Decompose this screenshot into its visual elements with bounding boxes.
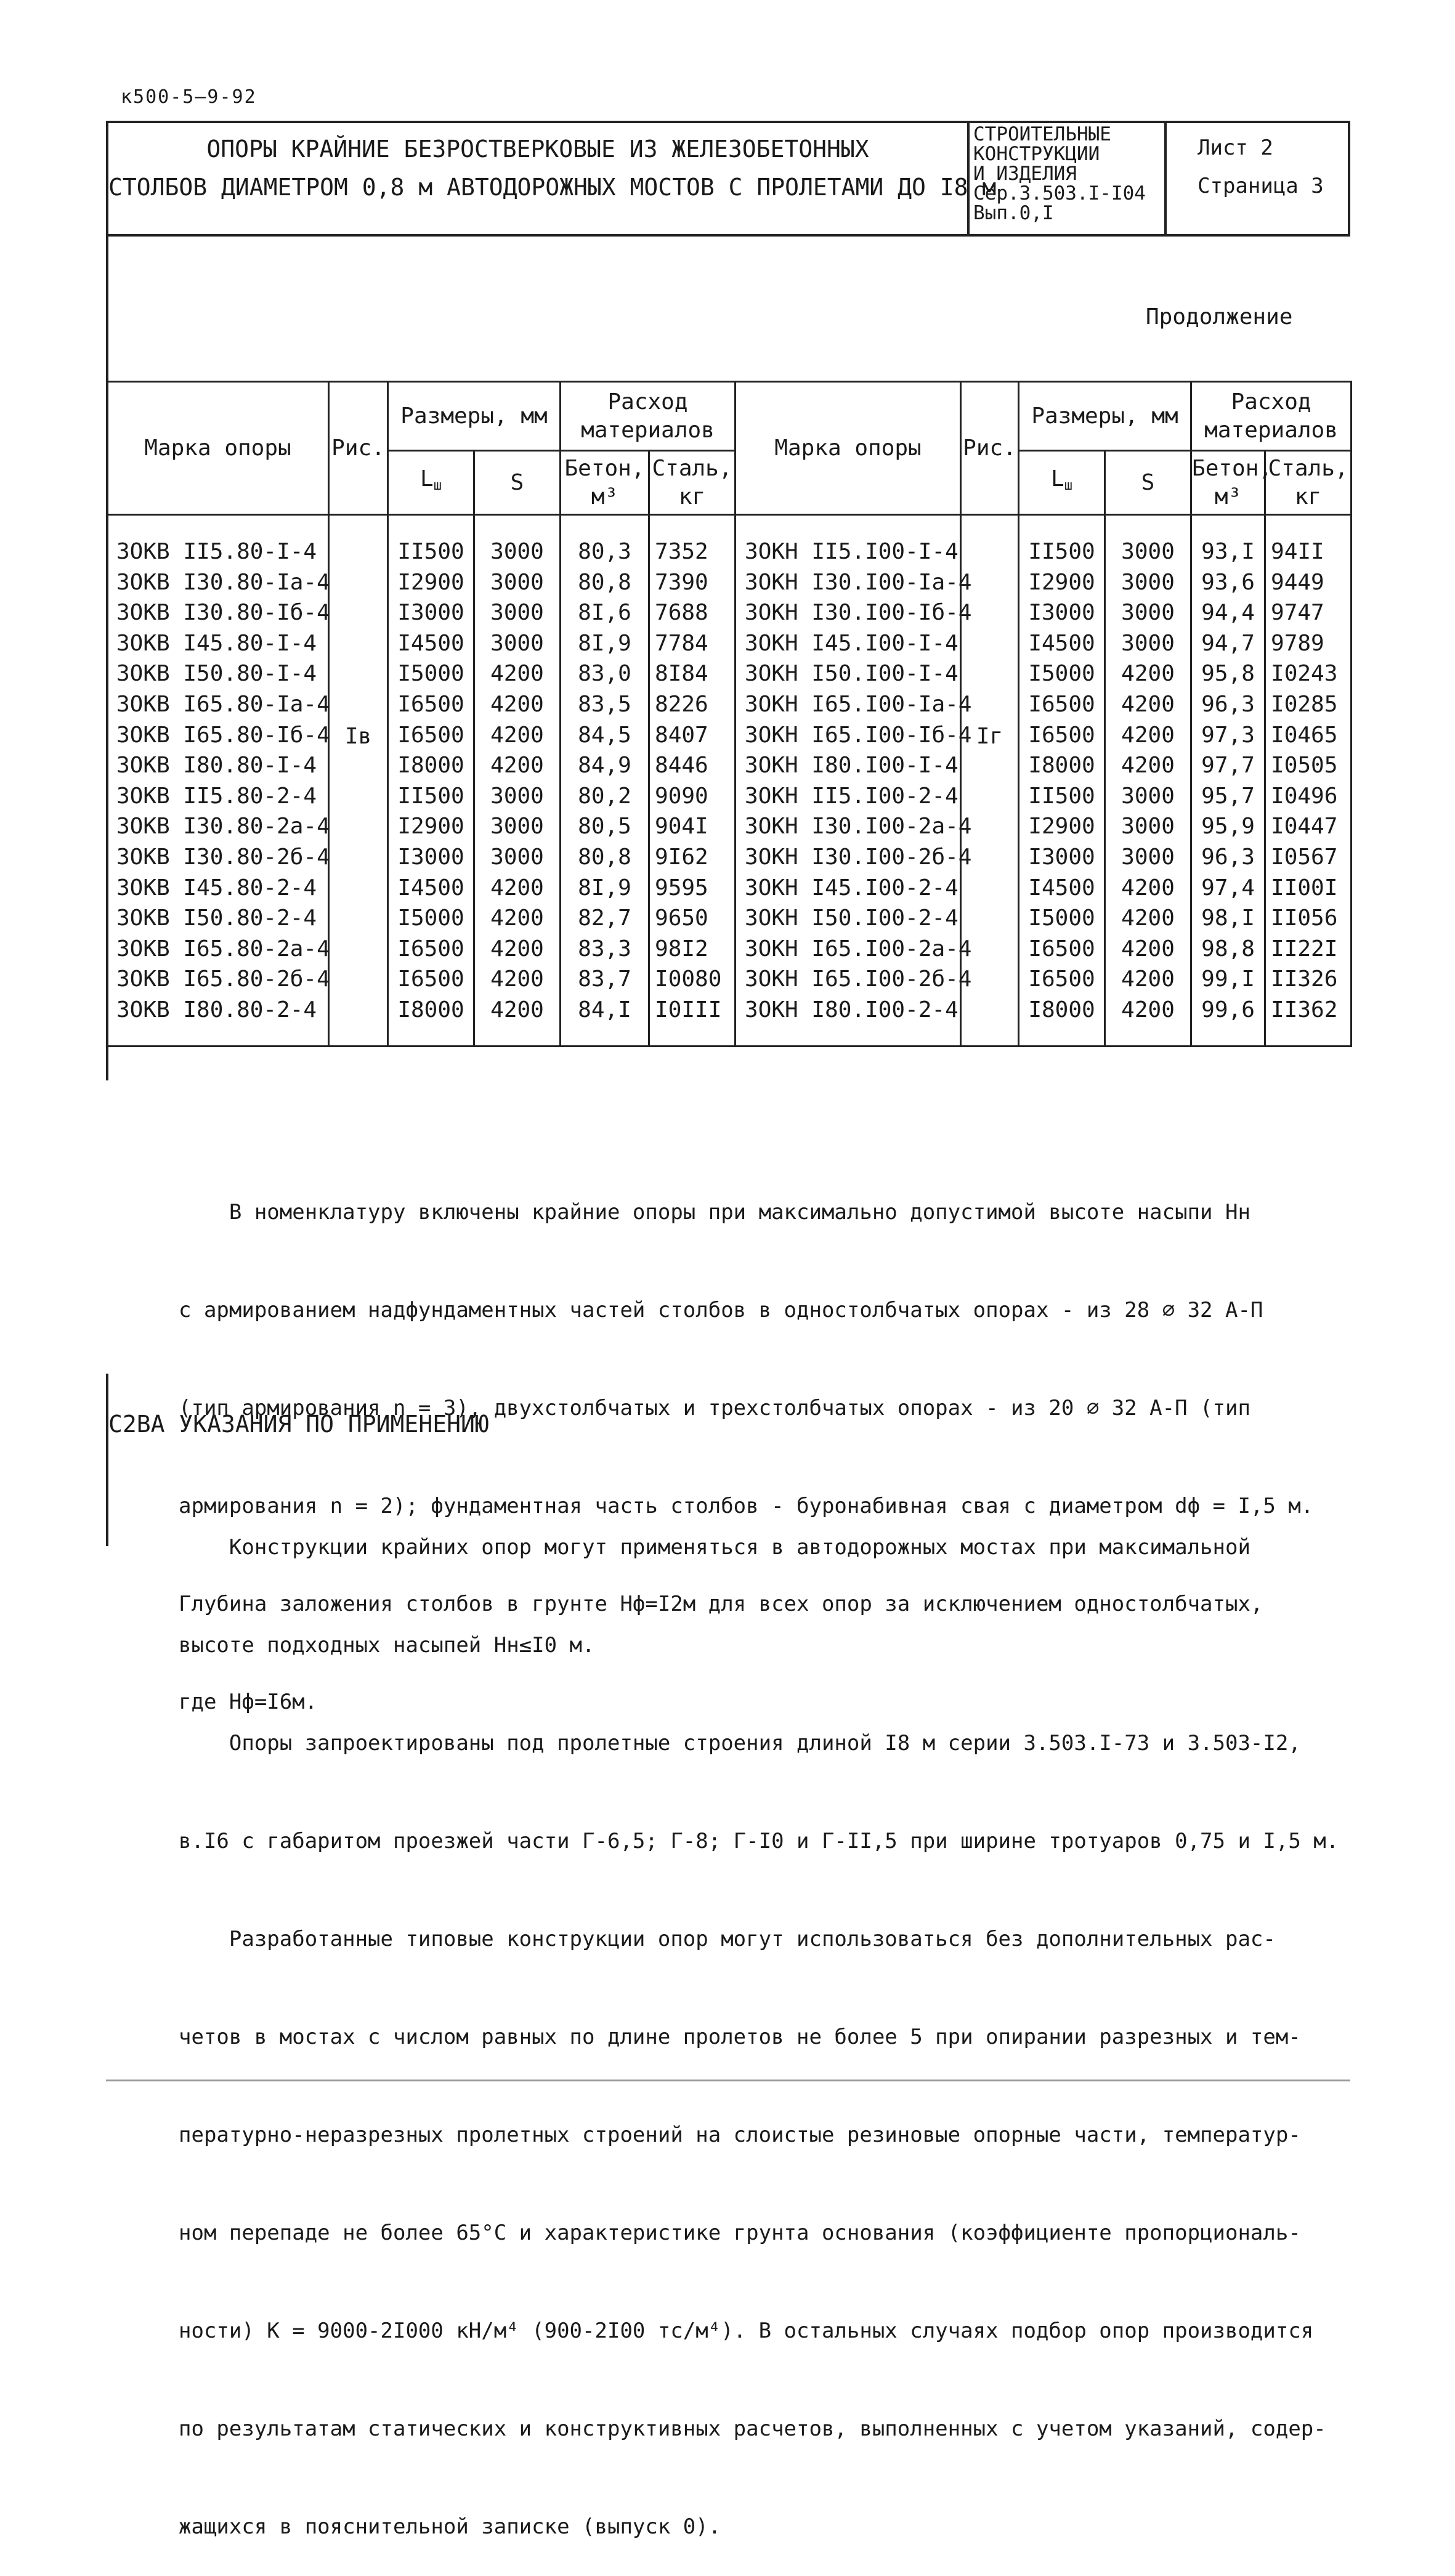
table-cell: 8407 bbox=[655, 722, 708, 748]
right-marks-column bbox=[736, 515, 972, 1047]
table-cell: 3000 bbox=[490, 814, 544, 840]
table-cell: 94,4 bbox=[1201, 600, 1255, 626]
table-cell: 3ОКВ I45.80-2-4 bbox=[116, 875, 317, 901]
table-cell: 99,6 bbox=[1201, 997, 1255, 1023]
table-cell: 3ОКН I30.I00-2а-4 bbox=[745, 814, 972, 840]
table-cell: 3ОКВ I65.80-2б-4 bbox=[116, 966, 330, 992]
title-line-1: ОПОРЫ КРАЙНИЕ БЕЗРОСТВЕРКОВЫЕ ИЗ ЖЕЛЕЗОБЕТОННЫХ bbox=[206, 136, 869, 163]
table-cell: 3ОКН I30.I00-2б-4 bbox=[745, 844, 972, 870]
table-cell: I0496 bbox=[1271, 783, 1338, 809]
table-cell: I5000 bbox=[1028, 905, 1095, 931]
table-cell: 3ОКН I30.I00-Iб-4 bbox=[745, 600, 972, 626]
table-cell: 3ОКВ I65.80-2а-4 bbox=[116, 936, 330, 962]
right-concrete-column bbox=[1191, 515, 1265, 1047]
table-cell: 80,8 bbox=[578, 844, 631, 870]
table-cell: 3000 bbox=[490, 783, 544, 809]
table-cell: 8I,9 bbox=[578, 875, 631, 901]
table-cell: 3000 bbox=[490, 600, 544, 626]
table-cell: 3ОКН I65.I00-2б-4 bbox=[745, 966, 972, 992]
table-cell: 95,9 bbox=[1201, 814, 1255, 840]
table-cell: I3000 bbox=[1028, 600, 1095, 626]
table-cell: I6500 bbox=[1028, 936, 1095, 962]
series-line: КОНСТРУКЦИИ bbox=[973, 143, 1100, 165]
table-cell: I3000 bbox=[1028, 844, 1095, 870]
header-consumption: Расход материалов bbox=[561, 382, 736, 451]
table-cell: 3ОКВ II5.80-2-4 bbox=[116, 783, 317, 809]
table-cell: 3ОКВ I30.80-2б-4 bbox=[116, 844, 330, 870]
table-cell: 8226 bbox=[655, 691, 708, 717]
header-steel: Сталь, кг bbox=[649, 451, 736, 515]
table-cell: 4200 bbox=[1121, 966, 1175, 992]
usage-line: Опоры запроектированы под пролетные строения длиной I8 м серии 3.503.I-73 и 3.503-I2, bbox=[179, 1731, 1301, 1756]
usage-line: по результатам статических и конструктивных расчетов, выполненных с учетом указаний, содер- bbox=[179, 2416, 1326, 2441]
table-cell: I6500 bbox=[397, 966, 464, 992]
title-block bbox=[106, 121, 1350, 237]
table-cell: I0285 bbox=[1271, 691, 1338, 717]
table-cell: I8000 bbox=[1028, 753, 1095, 779]
note-line: (тип армирования n = 3), двухстолбчатых и трехстолбчатых опорах - из 20 ∅ 32 А-П (тип bbox=[179, 1396, 1250, 1420]
usage-line: четов в мостах с числом равных по длине пролетов не более 5 при опирании разрезных и тем- bbox=[179, 2025, 1301, 2049]
usage-line: Конструкции крайних опор могут применяться в автодорожных мостах при максимальной bbox=[179, 1535, 1250, 1560]
left-lsh-column bbox=[388, 515, 474, 1047]
table-cell: 3ОКВ I80.80-2-4 bbox=[116, 997, 317, 1023]
table-cell: 94,7 bbox=[1201, 630, 1255, 656]
table-cell: 3000 bbox=[1121, 569, 1175, 595]
table-cell: 80,2 bbox=[578, 783, 631, 809]
table-cell: I0080 bbox=[655, 966, 722, 992]
table-cell: 4200 bbox=[1121, 691, 1175, 717]
note-line: с армированием надфундаментных частей столбов в одностолбчатых опорах - из 28 ∅ 32 А-П bbox=[179, 1298, 1263, 1322]
table-cell: I6500 bbox=[397, 722, 464, 748]
table-cell: I6500 bbox=[1028, 691, 1095, 717]
right-steel-column bbox=[1265, 515, 1352, 1047]
series-line: СТРОИТЕЛЬНЫЕ bbox=[973, 123, 1111, 145]
table-cell: 3ОКН I65.I00-Iб-4 bbox=[745, 722, 972, 748]
header-fig: Рис. bbox=[961, 382, 1019, 515]
table-cell: 80,5 bbox=[578, 814, 631, 840]
table-cell: I6500 bbox=[1028, 722, 1095, 748]
table-cell: 3000 bbox=[490, 569, 544, 595]
table-cell: 4200 bbox=[490, 875, 544, 901]
left-marks-column bbox=[107, 515, 329, 1047]
table-cell: 3ОКН I65.I00-Iа-4 bbox=[745, 691, 972, 717]
table-cell: I0567 bbox=[1271, 844, 1338, 870]
table-cell: 4200 bbox=[490, 905, 544, 931]
table-cell: I2900 bbox=[1028, 569, 1095, 595]
table-cell: 8I84 bbox=[655, 661, 708, 687]
header-mark: Марка опоры bbox=[736, 382, 961, 515]
table-cell: 4200 bbox=[1121, 753, 1175, 779]
table-cell: II500 bbox=[397, 539, 464, 564]
table-cell: I3000 bbox=[397, 844, 464, 870]
table-cell: 95,7 bbox=[1201, 783, 1255, 809]
table-cell: I0465 bbox=[1271, 722, 1338, 748]
series-cell bbox=[970, 123, 1167, 234]
usage-line: ности) К = 9000-2I000 кН/м⁴ (900-2I00 тс/м⁴). В остальных случаях подбор опор производится bbox=[179, 2319, 1314, 2343]
table-cell: I5000 bbox=[1028, 661, 1095, 687]
table-cell: 96,3 bbox=[1201, 691, 1255, 717]
usage-line: жащихся в пояснительной записке (выпуск 0). bbox=[179, 2514, 721, 2539]
table-cell: I0III bbox=[655, 997, 722, 1023]
table-cell: 3ОКВ I30.80-Iб-4 bbox=[116, 600, 330, 626]
table-cell: 98,8 bbox=[1201, 936, 1255, 962]
supports-table bbox=[106, 381, 1352, 1047]
table-cell: 3ОКН II5.I00-I-4 bbox=[745, 539, 959, 564]
table-cell: 84,I bbox=[578, 997, 631, 1023]
table-cell: II326 bbox=[1271, 966, 1338, 992]
table-cell: 94II bbox=[1271, 539, 1324, 564]
table-cell: 97,4 bbox=[1201, 875, 1255, 901]
note-line: Глубина заложения столбов в грунте Hф=I2м для всех опор за исключением одностолбчатых, bbox=[179, 1592, 1263, 1616]
table-cell: 3000 bbox=[490, 539, 544, 564]
table-cell: 3000 bbox=[490, 844, 544, 870]
table-cell: 84,5 bbox=[578, 722, 631, 748]
table-cell: 3000 bbox=[1121, 783, 1175, 809]
table-cell: 3ОКВ I65.80-Iа-4 bbox=[116, 691, 330, 717]
table-cell: I8000 bbox=[397, 997, 464, 1023]
table-cell: I6500 bbox=[397, 691, 464, 717]
table-cell: 3000 bbox=[1121, 600, 1175, 626]
table-cell: 4200 bbox=[490, 936, 544, 962]
header-lsh: $L_ш$ bbox=[388, 451, 474, 515]
header-concrete: Бетон, м³ bbox=[561, 451, 649, 515]
table-cell: 3ОКВ I30.80-2а-4 bbox=[116, 814, 330, 840]
header-dims: Размеры, мм bbox=[388, 382, 561, 451]
usage-paragraph bbox=[179, 1466, 1339, 2576]
table-cell: 4200 bbox=[490, 966, 544, 992]
table-cell: I4500 bbox=[397, 875, 464, 901]
series-line: Сер.3.503.I-I04 bbox=[973, 182, 1146, 205]
table-cell: 4200 bbox=[490, 661, 544, 687]
usage-line: в.I6 с габаритом проезжей части Г-6,5; Г-8; Г-I0 и Г-II,5 при ширине тротуаров 0,75 и I,5 м. bbox=[179, 1829, 1339, 1853]
table-cell: 4200 bbox=[490, 691, 544, 717]
table-cell: I0243 bbox=[1271, 661, 1338, 687]
table-cell: 4200 bbox=[490, 722, 544, 748]
table-cell: 3ОКН I50.I00-I-4 bbox=[745, 661, 959, 687]
table-cell: 3ОКВ I80.80-I-4 bbox=[116, 753, 317, 779]
table-cell: 3ОКВ I45.80-I-4 bbox=[116, 630, 317, 656]
table-cell: 3ОКН I80.I00-2-4 bbox=[745, 997, 959, 1023]
table-cell: 7784 bbox=[655, 630, 708, 656]
continuation-label: Продолжение bbox=[1146, 304, 1293, 330]
header-fig: Рис. bbox=[329, 382, 388, 515]
right-lsh-column bbox=[1019, 515, 1105, 1047]
table-cell: I0447 bbox=[1271, 814, 1338, 840]
table-cell: I4500 bbox=[1028, 630, 1095, 656]
note-line: где Hф=I6м. bbox=[179, 1690, 318, 1714]
table-cell: 4200 bbox=[1121, 905, 1175, 931]
table-cell: 3ОКН I30.I00-Iа-4 bbox=[745, 569, 972, 595]
table-cell: 4200 bbox=[1121, 875, 1175, 901]
document-code: к500-5—9-92 bbox=[121, 86, 257, 108]
right-s-column bbox=[1105, 515, 1191, 1047]
table-cell: 9747 bbox=[1271, 600, 1324, 626]
table-cell: 99,I bbox=[1201, 966, 1255, 992]
note-line: В номенклатуру включены крайние опоры при максимально допустимой высоте насыпи Hн bbox=[179, 1200, 1250, 1225]
figure-label: Iв bbox=[344, 724, 372, 749]
sheet-number: Лист 2 bbox=[1198, 136, 1273, 160]
header-dims: Размеры, мм bbox=[1019, 382, 1191, 451]
table-cell: 93,I bbox=[1201, 539, 1255, 564]
usage-line: ном перепаде не более 65°С и характеристике грунта основания (коэффициенте пропорциональ- bbox=[179, 2221, 1301, 2245]
header-steel: Сталь, кг bbox=[1265, 451, 1352, 515]
sheet-cell bbox=[1167, 123, 1350, 234]
table-cell: 98I2 bbox=[655, 936, 708, 962]
table-cell: 97,7 bbox=[1201, 753, 1255, 779]
table-cell: 904I bbox=[655, 814, 708, 840]
table-cell: I8000 bbox=[397, 753, 464, 779]
title-line-2: СТОЛБОВ ДИАМЕТРОМ 0,8 м АВТОДОРОЖНЫХ МОСТОВ С ПРОЛЕТАМИ ДО I8 м bbox=[108, 174, 997, 201]
table-cell: 3000 bbox=[1121, 844, 1175, 870]
header-mark: Марка опоры bbox=[107, 382, 329, 515]
table-cell: II00I bbox=[1271, 875, 1338, 901]
table-cell: 9595 bbox=[655, 875, 708, 901]
table-cell: 80,3 bbox=[578, 539, 631, 564]
table-cell: II056 bbox=[1271, 905, 1338, 931]
table-cell: 95,8 bbox=[1201, 661, 1255, 687]
left-steel-column bbox=[649, 515, 736, 1047]
header-lsh: $L_ш$ bbox=[1019, 451, 1105, 515]
table-cell: II500 bbox=[1028, 539, 1095, 564]
table-cell: 9789 bbox=[1271, 630, 1324, 656]
table-cell: I2900 bbox=[397, 569, 464, 595]
table-cell: 3ОКН I80.I00-I-4 bbox=[745, 753, 959, 779]
table-cell: 3ОКН I50.I00-2-4 bbox=[745, 905, 959, 931]
table-cell: I5000 bbox=[397, 661, 464, 687]
table-cell: 83,0 bbox=[578, 661, 631, 687]
usage-line: высоте подходных насыпей Hн≤I0 м. bbox=[179, 1633, 595, 1658]
table-cell: II500 bbox=[1028, 783, 1095, 809]
table-cell: 4200 bbox=[1121, 997, 1175, 1023]
table-cell: 3ОКВ I65.80-Iб-4 bbox=[116, 722, 330, 748]
table-cell: 8I,6 bbox=[578, 600, 631, 626]
header-s: S bbox=[474, 451, 561, 515]
table-cell: I5000 bbox=[397, 905, 464, 931]
supports-table-wrapper bbox=[106, 381, 1352, 1047]
table-cell: I2900 bbox=[1028, 814, 1095, 840]
left-concrete-column bbox=[561, 515, 649, 1047]
table-cell: 4200 bbox=[1121, 936, 1175, 962]
table-cell: 93,6 bbox=[1201, 569, 1255, 595]
table-cell: 84,9 bbox=[578, 753, 631, 779]
table-cell: 8I,9 bbox=[578, 630, 631, 656]
table-cell: I0505 bbox=[1271, 753, 1338, 779]
table-cell: 9090 bbox=[655, 783, 708, 809]
header-concrete: Бетон, м³ bbox=[1191, 451, 1265, 515]
table-cell: 98,I bbox=[1201, 905, 1255, 931]
figure-label: Iг bbox=[976, 724, 1003, 749]
table-cell: 8446 bbox=[655, 753, 708, 779]
table-cell: 83,3 bbox=[578, 936, 631, 962]
table-cell: 3ОКВ I50.80-2-4 bbox=[116, 905, 317, 931]
table-cell: 4200 bbox=[1121, 722, 1175, 748]
table-cell: 3000 bbox=[1121, 539, 1175, 564]
left-s-column bbox=[474, 515, 561, 1047]
table-cell: 9I62 bbox=[655, 844, 708, 870]
table-cell: 3ОКВ I50.80-I-4 bbox=[116, 661, 317, 687]
table-cell: 4200 bbox=[490, 753, 544, 779]
table-cell: 4200 bbox=[490, 997, 544, 1023]
note-line: армирования n = 2); фундаментная часть столбов - буронабивная свая с диаметром dф = I,5 м. bbox=[179, 1494, 1314, 1518]
table-cell: I6500 bbox=[1028, 966, 1095, 992]
table-cell: 83,7 bbox=[578, 966, 631, 992]
section-heading: С2ВА УКАЗАНИЯ ПО ПРИМЕНЕНИЮ bbox=[108, 1411, 489, 1438]
frame-left-border bbox=[106, 1374, 108, 1546]
table-cell: II500 bbox=[397, 783, 464, 809]
table-cell: II22I bbox=[1271, 936, 1338, 962]
table-cell: 80,8 bbox=[578, 569, 631, 595]
table-cell: 3000 bbox=[490, 630, 544, 656]
series-line: Вып.0,I bbox=[973, 202, 1054, 224]
table-cell: 9449 bbox=[1271, 569, 1324, 595]
table-cell: 83,5 bbox=[578, 691, 631, 717]
header-consumption: Расход материалов bbox=[1191, 382, 1352, 451]
table-cell: 3ОКВ II5.80-I-4 bbox=[116, 539, 317, 564]
table-cell: II362 bbox=[1271, 997, 1338, 1023]
table-cell: 9650 bbox=[655, 905, 708, 931]
table-cell: 3000 bbox=[1121, 814, 1175, 840]
title-cell bbox=[108, 123, 997, 234]
table-cell: 96,3 bbox=[1201, 844, 1255, 870]
series-line: И ИЗДЕЛИЯ bbox=[973, 163, 1077, 185]
table-cell: 3ОКН I45.I00-I-4 bbox=[745, 630, 959, 656]
table-cell: I3000 bbox=[397, 600, 464, 626]
left-fig-column bbox=[329, 515, 388, 1047]
header-s: S bbox=[1105, 451, 1191, 515]
table-cell: 4200 bbox=[1121, 661, 1175, 687]
table-cell: I6500 bbox=[397, 936, 464, 962]
table-cell: 3ОКН I65.I00-2а-4 bbox=[745, 936, 972, 962]
table-cell: 97,3 bbox=[1201, 722, 1255, 748]
table-cell: I2900 bbox=[397, 814, 464, 840]
page-number: Страница 3 bbox=[1198, 174, 1324, 198]
table-cell: 7688 bbox=[655, 600, 708, 626]
table-cell: 82,7 bbox=[578, 905, 631, 931]
table-cell: 3ОКВ I30.80-Iа-4 bbox=[116, 569, 330, 595]
table-cell: 3ОКН I45.I00-2-4 bbox=[745, 875, 959, 901]
table-cell: 7352 bbox=[655, 539, 708, 564]
usage-line: пературно-неразрезных пролетных строений на слоистые резиновые опорные части, температур- bbox=[179, 2123, 1301, 2147]
table-cell: I8000 bbox=[1028, 997, 1095, 1023]
table-cell: 7390 bbox=[655, 569, 708, 595]
table-cell: I4500 bbox=[1028, 875, 1095, 901]
table-cell: 3000 bbox=[1121, 630, 1175, 656]
table-cell: I4500 bbox=[397, 630, 464, 656]
table-cell: 3ОКН II5.I00-2-4 bbox=[745, 783, 959, 809]
usage-line: Разработанные типовые конструкции опор могут использоваться без дополнительных рас- bbox=[179, 1927, 1276, 1951]
